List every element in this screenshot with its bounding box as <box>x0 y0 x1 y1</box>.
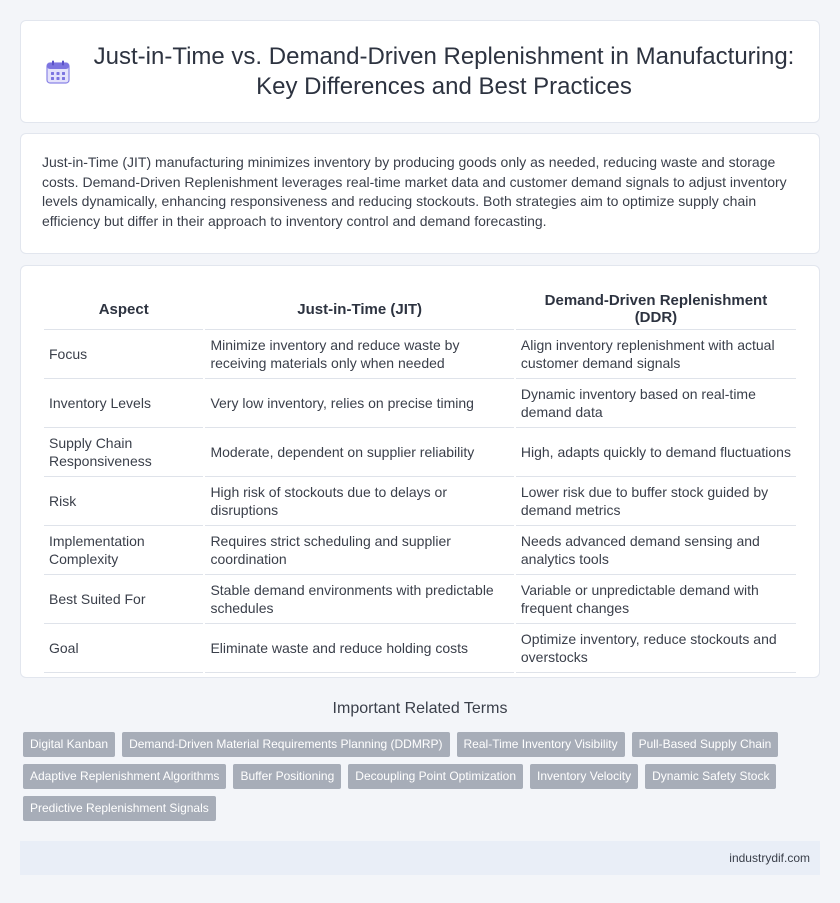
table-cell-jit: Very low inventory, relies on precise timing <box>205 379 513 428</box>
term-tag[interactable]: Dynamic Safety Stock <box>645 764 776 789</box>
term-tag[interactable]: Demand-Driven Material Requirements Planning (DDMRP) <box>122 732 449 757</box>
table-cell-ddr: High, adapts quickly to demand fluctuations <box>516 428 796 477</box>
footer-site-link[interactable]: industrydif.com <box>729 851 810 865</box>
table-row <box>44 379 796 428</box>
column-header: Just-in-Time (JIT) <box>205 286 513 330</box>
table-cell-jit: Eliminate waste and reduce holding costs <box>205 624 513 673</box>
table-row <box>44 575 796 624</box>
table-cell-ddr: Needs advanced demand sensing and analytics tools <box>516 526 796 575</box>
column-header: Aspect <box>44 286 203 330</box>
table-cell-aspect: Supply Chain Responsiveness <box>44 428 203 477</box>
term-tag[interactable]: Predictive Replenishment Signals <box>23 796 216 821</box>
table-cell-ddr: Dynamic inventory based on real-time demand data <box>516 379 796 428</box>
table-cell-aspect: Focus <box>44 330 203 379</box>
table-cell-jit: High risk of stockouts due to delays or disruptions <box>205 477 513 526</box>
column-header: Demand-Driven Replenishment (DDR) <box>516 286 796 330</box>
header-card <box>20 20 820 123</box>
term-tag[interactable]: Inventory Velocity <box>530 764 638 789</box>
term-tag[interactable]: Real-Time Inventory Visibility <box>457 732 625 757</box>
calendar-icon <box>45 59 71 85</box>
table-row <box>44 428 796 477</box>
page-title: Just-in-Time vs. Demand-Driven Replenishment in Manufacturing: Key Differences and Best Practices <box>93 42 795 100</box>
related-terms-section <box>20 700 820 828</box>
related-terms-title: Important Related Terms <box>332 700 508 717</box>
table-cell-ddr: Align inventory replenishment with actual customer demand signals <box>516 330 796 379</box>
table-cell-jit: Moderate, dependent on supplier reliability <box>205 428 513 477</box>
footer <box>20 841 820 875</box>
table-cell-aspect: Best Suited For <box>44 575 203 624</box>
table-cell-aspect: Implementation Complexity <box>44 526 203 575</box>
table-row <box>44 526 796 575</box>
table-header-row <box>44 286 796 330</box>
table-row <box>44 624 796 673</box>
table-cell-ddr: Lower risk due to buffer stock guided by demand metrics <box>516 477 796 526</box>
table-cell-aspect: Goal <box>44 624 203 673</box>
term-tag[interactable]: Digital Kanban <box>23 732 115 757</box>
comparison-table <box>42 286 798 673</box>
term-tag[interactable]: Pull-Based Supply Chain <box>632 732 779 757</box>
table-row <box>44 330 796 379</box>
table-cell-jit: Minimize inventory and reduce waste by receiving materials only when needed <box>205 330 513 379</box>
comparison-card <box>20 265 820 678</box>
related-terms-list <box>20 732 820 828</box>
term-tag[interactable]: Buffer Positioning <box>233 764 341 789</box>
intro-card <box>20 133 820 254</box>
term-tag[interactable]: Adaptive Replenishment Algorithms <box>23 764 226 789</box>
table-cell-ddr: Variable or unpredictable demand with frequent changes <box>516 575 796 624</box>
term-tag[interactable]: Decoupling Point Optimization <box>348 764 523 789</box>
table-cell-jit: Stable demand environments with predictable schedules <box>205 575 513 624</box>
table-cell-ddr: Optimize inventory, reduce stockouts and overstocks <box>516 624 796 673</box>
table-cell-jit: Requires strict scheduling and supplier coordination <box>205 526 513 575</box>
table-cell-aspect: Inventory Levels <box>44 379 203 428</box>
table-cell-aspect: Risk <box>44 477 203 526</box>
intro-text: Just-in-Time (JIT) manufacturing minimizes inventory by producing goods only as needed, reducing waste and storage costs. Demand-Driven Replenishment leverages real-time market data and customer demand signals to adjust inventory levels dynamically, enhancing responsiveness and reducing stockouts. Both strategies aim to optimize supply chain efficiency but differ in their approach to inventory control and demand forecasting. <box>42 154 787 229</box>
table-row <box>44 477 796 526</box>
